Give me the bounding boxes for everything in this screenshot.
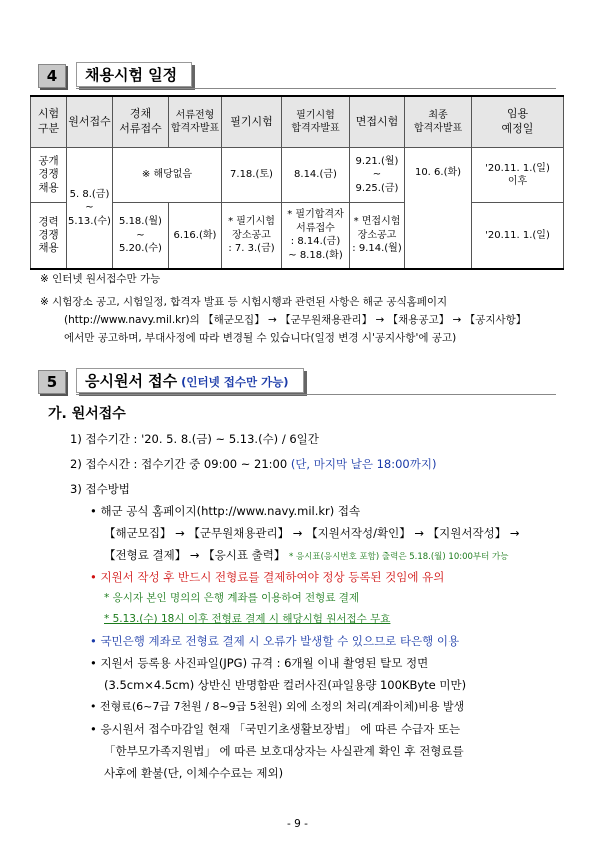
header-career-doc: 경채 서류접수 xyxy=(113,96,169,148)
section-number: 4 xyxy=(38,64,66,88)
admission-ticket-note: * 응시표(응시번호 포함) 출력은 5.18.(월) 10:00부터 가능 xyxy=(289,552,509,562)
career-doc-tilde: ~ xyxy=(136,229,145,241)
row-type-career: 경력 경쟁 채용 xyxy=(31,203,67,269)
career-doc-end: 5.20.(수) xyxy=(119,243,162,254)
note-announcement-2: (http://www.navy.mil.kr)의 【해군모집】 → 【군무원채용관리】 → 【채용공고】 → 【공지사항】 xyxy=(64,314,527,326)
bullet-homepage: • 해군 공식 홈페이지(http://www.navy.mil.kr) 접속 xyxy=(90,504,361,518)
section-title xyxy=(76,62,192,87)
section-rule xyxy=(76,394,556,395)
interview-tilde: ~ xyxy=(372,169,382,181)
bullet-fee-warning: • 지원서 작성 후 반드시 전형료를 결제하여야 정상 등록된 것임에 유의 xyxy=(90,570,445,584)
fee-sub-note-2: * 5.13.(수) 18시 이후 전형료 결제 시 해당시험 원서접수 무효 xyxy=(104,613,391,625)
apply-start: 5. 8.(금) xyxy=(69,188,110,200)
page-number: - 9 - xyxy=(287,818,308,830)
header-final: 최종 합격자발표 xyxy=(405,96,472,148)
bullet-photo: • 지원서 등록용 사진파일(JPG) 규격 : 6개월 이내 촬영된 탈모 정면 xyxy=(90,656,429,670)
cell-written-result-date: 8.14.(금) xyxy=(282,148,350,203)
apply-tilde: ~ xyxy=(85,202,94,213)
interview-end: 9.25.(금) xyxy=(355,182,399,194)
apply-end: 5.13.(수) xyxy=(68,215,111,227)
cell-final-date: 10. 6.(화) xyxy=(405,148,472,269)
exam-schedule-table xyxy=(30,95,564,270)
table-row-open xyxy=(31,148,564,203)
note-announcement-1: ※ 시험장소 공고, 시험일정, 합격자 발표 등 시험시행과 관련된 사항은 해군 공식홈페이지 xyxy=(40,296,448,308)
cell-interview-date xyxy=(350,148,405,203)
appointment-after: 이후 xyxy=(507,176,528,187)
section-rule xyxy=(76,88,556,89)
bullet-homepage-path: 【해군모집】 → 【군무원채용관리】 → 【지원서작성/확인】 → 【지원서작성】 → xyxy=(104,526,520,540)
bullet-bank-warning: • 국민은행 계좌로 전형료 결제 시 오류가 발생할 수 있으므로 타은행 이용 xyxy=(90,634,460,648)
fee-sub-note-1: * 응시자 본인 명의의 은행 계좌를 이용하여 전형료 결제 xyxy=(104,592,360,604)
cell-doc-result: 6.16.(화) xyxy=(169,203,222,269)
bullet-refund-3: 사후에 환불(단, 이체수수료는 제외) xyxy=(104,766,284,780)
bullet-homepage-path-text: 【전형료 결제】 → 【응시표 출력】 xyxy=(104,548,286,562)
header-doc-result: 서류전형 합격자발표 xyxy=(169,96,222,148)
header-type: 시험 구분 xyxy=(31,96,67,148)
cell-written-date: 7.18.(토) xyxy=(222,148,282,203)
application-period: 1) 접수기간 : '20. 5. 8.(금) ~ 5.13.(수) / 6일간 xyxy=(70,432,319,446)
bullet-refund: • 응시원서 접수마감일 현재 「국민기초생활보장법」 에 따른 수급자 또는 xyxy=(90,722,461,736)
cell-written-result-note: * 필기합격자 서류접수 : 8.14.(금) ~ 8.18.(화) xyxy=(282,203,350,269)
application-method: 3) 접수방법 xyxy=(70,482,130,496)
cell-appointment-career: '20.11. 1.(일) xyxy=(472,203,564,269)
section-5-header xyxy=(38,368,548,394)
header-appointment: 임용 예정일 xyxy=(472,96,564,148)
application-time xyxy=(70,455,436,473)
career-doc-start: 5.18.(월) xyxy=(119,216,162,227)
heading-application: 가. 원서접수 xyxy=(48,406,126,422)
bullet-fee-amount: • 전형료(6~7급 7천원 / 8~9급 5천원) 외에 소정의 처리(계좌이체)비용 발생 xyxy=(90,700,465,713)
section-subtitle: (인터넷 접수만 가능) xyxy=(181,375,289,389)
application-time-text: 2) 접수시간 : 접수기간 중 09:00 ~ 21:00 xyxy=(70,457,288,471)
cell-apply-period xyxy=(67,148,113,269)
section-title-text: 응시원서 접수 xyxy=(85,372,178,390)
section-number: 5 xyxy=(38,370,66,394)
note-online-only: ※ 인터넷 원서접수만 가능 xyxy=(40,273,161,285)
bullet-refund-2: 「한부모가족지원법」 에 따른 보호대상자는 사실관계 확인 후 전형료를 xyxy=(104,744,464,758)
note-announcement-3: 에서만 공고하며, 부대사정에 따라 변경될 수 있습니다(일정 변경 시'공지사항'에 공고) xyxy=(64,332,457,344)
header-written-result: 필기시험 합격자발표 xyxy=(282,96,350,148)
bullet-photo-2: (3.5cm×4.5cm) 상반신 반명함판 컬러사진(파일용량 100KByte 미만) xyxy=(104,678,467,692)
section-4-header xyxy=(38,62,548,88)
row-type-open: 공개 경쟁 채용 xyxy=(31,148,67,203)
section-title xyxy=(76,368,304,393)
cell-career-doc xyxy=(113,203,169,269)
application-time-note: (단, 마지막 날은 18:00까지) xyxy=(290,457,437,471)
cell-not-applicable: ※ 해당없음 xyxy=(113,148,222,203)
cell-interview-note: * 면접시험 장소공고 : 9.14.(월) xyxy=(350,203,405,269)
header-written: 필기시험 xyxy=(222,96,282,148)
cell-appointment-open xyxy=(472,148,564,203)
header-apply: 원서접수 xyxy=(67,96,113,148)
section-title-text: 채용시험 일정 xyxy=(85,66,178,84)
interview-start: 9.21.(월) xyxy=(355,155,399,167)
appointment-date: '20.11. 1.(일) xyxy=(485,162,550,174)
cell-written-note: * 필기시험 장소공고 : 7. 3.(금) xyxy=(222,203,282,269)
table-header-row xyxy=(31,96,564,148)
header-interview: 면접시험 xyxy=(350,96,405,148)
bullet-homepage-path-2 xyxy=(104,546,508,566)
